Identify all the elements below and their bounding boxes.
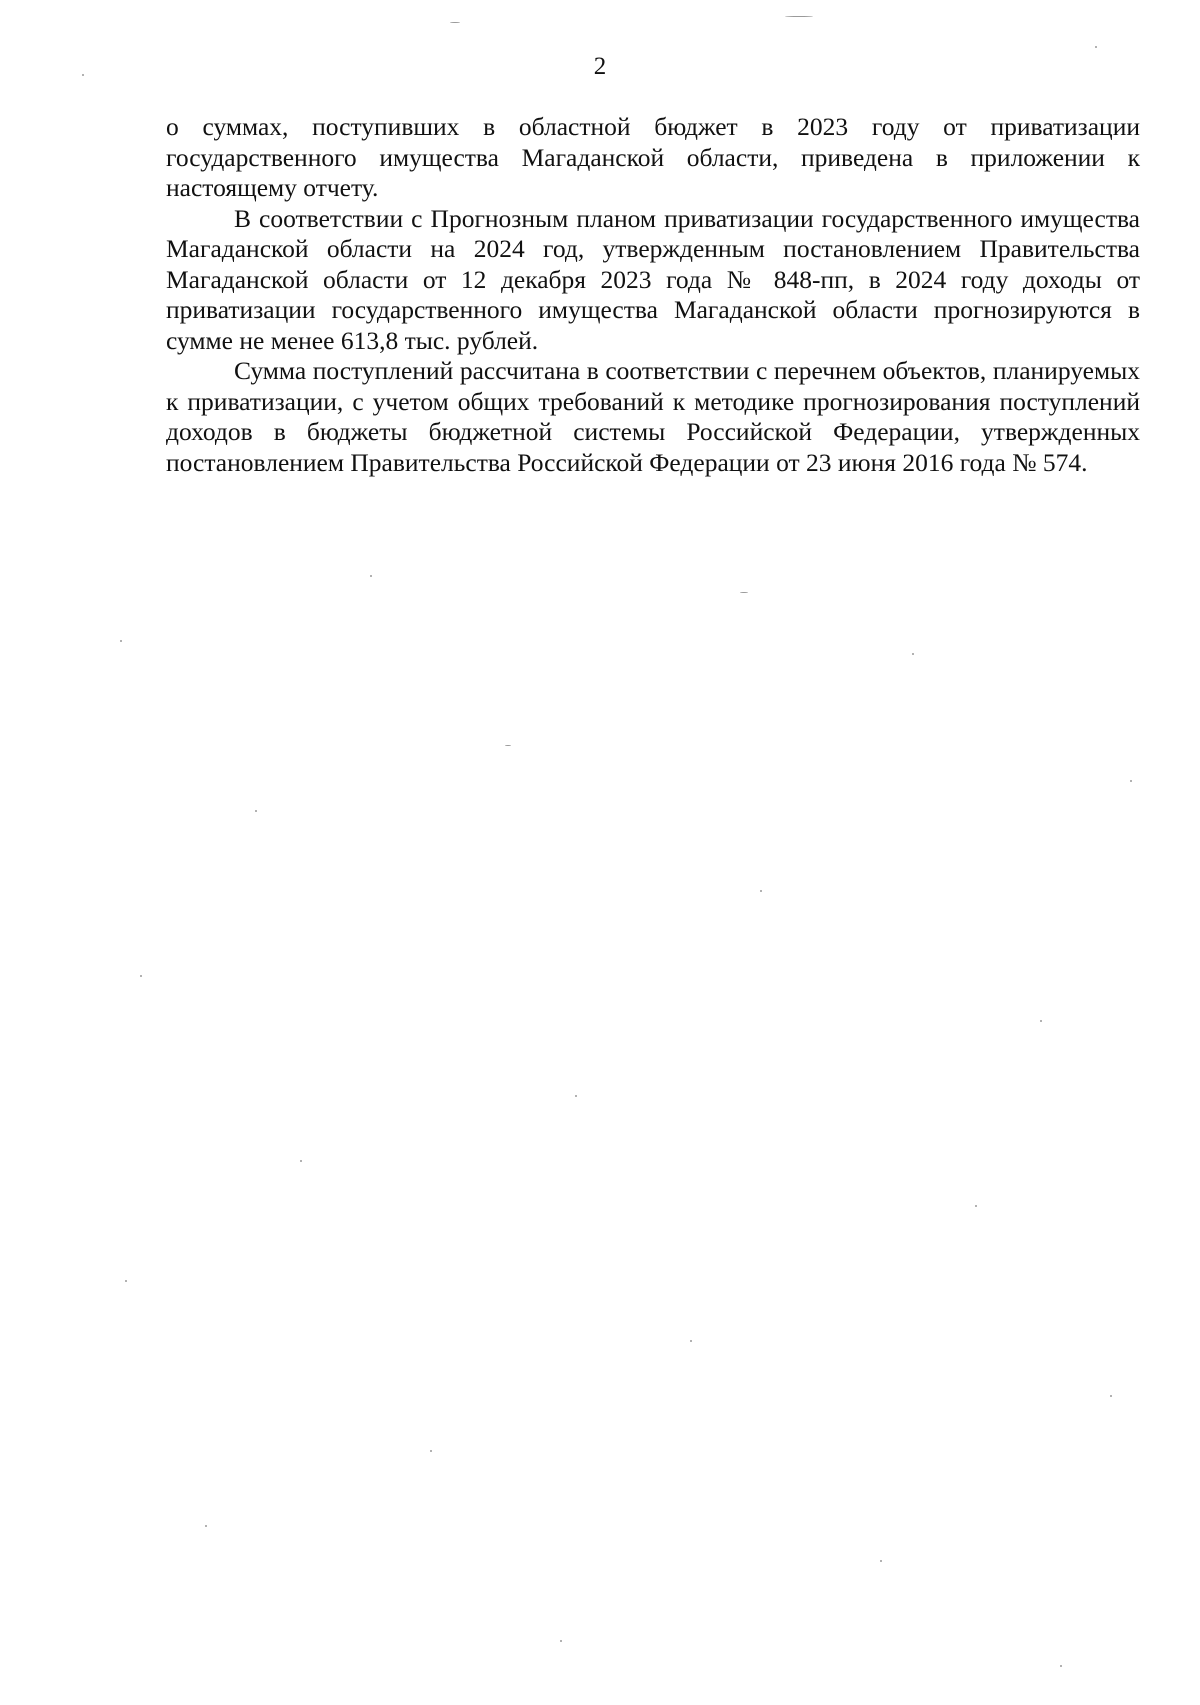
scan-speckle — [912, 653, 914, 655]
scan-speckle — [880, 1560, 882, 1562]
paragraph-revenue-calculation: Сумма поступлений рассчитана в соответствии с перечнем объектов, планируемых к приватизации, с учетом общих требований к методике прогнозирования поступлений доходов в бюджеты бюджетной системы Российской Федерации, утвержденных постановлением Правительства Российской Федерации от 23 июня 2016 года № 574. — [166, 356, 1140, 477]
scan-speckle — [370, 575, 372, 577]
paragraph-continuation: о суммах, поступивших в областной бюджет в 2023 году от приватизации государственного имущества Магаданской области, приведена в приложении к настоящему отчету. — [166, 112, 1140, 202]
paragraph-privatization-plan: В соответствии с Прогнозным планом приватизации государственного имущества Магаданской области на 2024 год, утвержденным постановлением Правительства Магаданской области от 12 декабря 2023 года № 848-пп, в 2024 году доходы от приватизации государственного имущества Магаданской области прогнозируются в сумме не менее 613,8 тыс. рублей. — [166, 203, 1140, 355]
scan-speckle — [560, 1640, 562, 1642]
scan-speckle — [300, 1160, 302, 1162]
document-body — [166, 112, 1140, 478]
scan-speckle — [255, 810, 257, 812]
scan-speckle — [975, 1205, 977, 1207]
scan-speckle — [430, 1450, 432, 1452]
scan-speckle — [140, 975, 142, 977]
scan-speckle — [785, 16, 813, 17]
page-number: 2 — [593, 53, 607, 80]
scan-speckle — [575, 1095, 577, 1097]
scan-speckle — [1095, 46, 1097, 48]
scan-speckle — [760, 890, 762, 892]
scan-speckle — [450, 22, 460, 23]
scan-speckle — [505, 745, 511, 746]
scan-speckle — [125, 1280, 127, 1282]
scan-speckle — [1110, 1395, 1112, 1397]
scan-speckle — [1060, 1665, 1062, 1667]
scan-speckle — [82, 74, 84, 76]
scan-speckle — [120, 640, 122, 642]
scan-speckle — [205, 1525, 207, 1527]
scan-speckle — [690, 1340, 692, 1342]
scan-speckle — [740, 592, 748, 593]
scan-speckle — [1130, 780, 1132, 782]
scan-speckle — [1040, 1020, 1042, 1022]
